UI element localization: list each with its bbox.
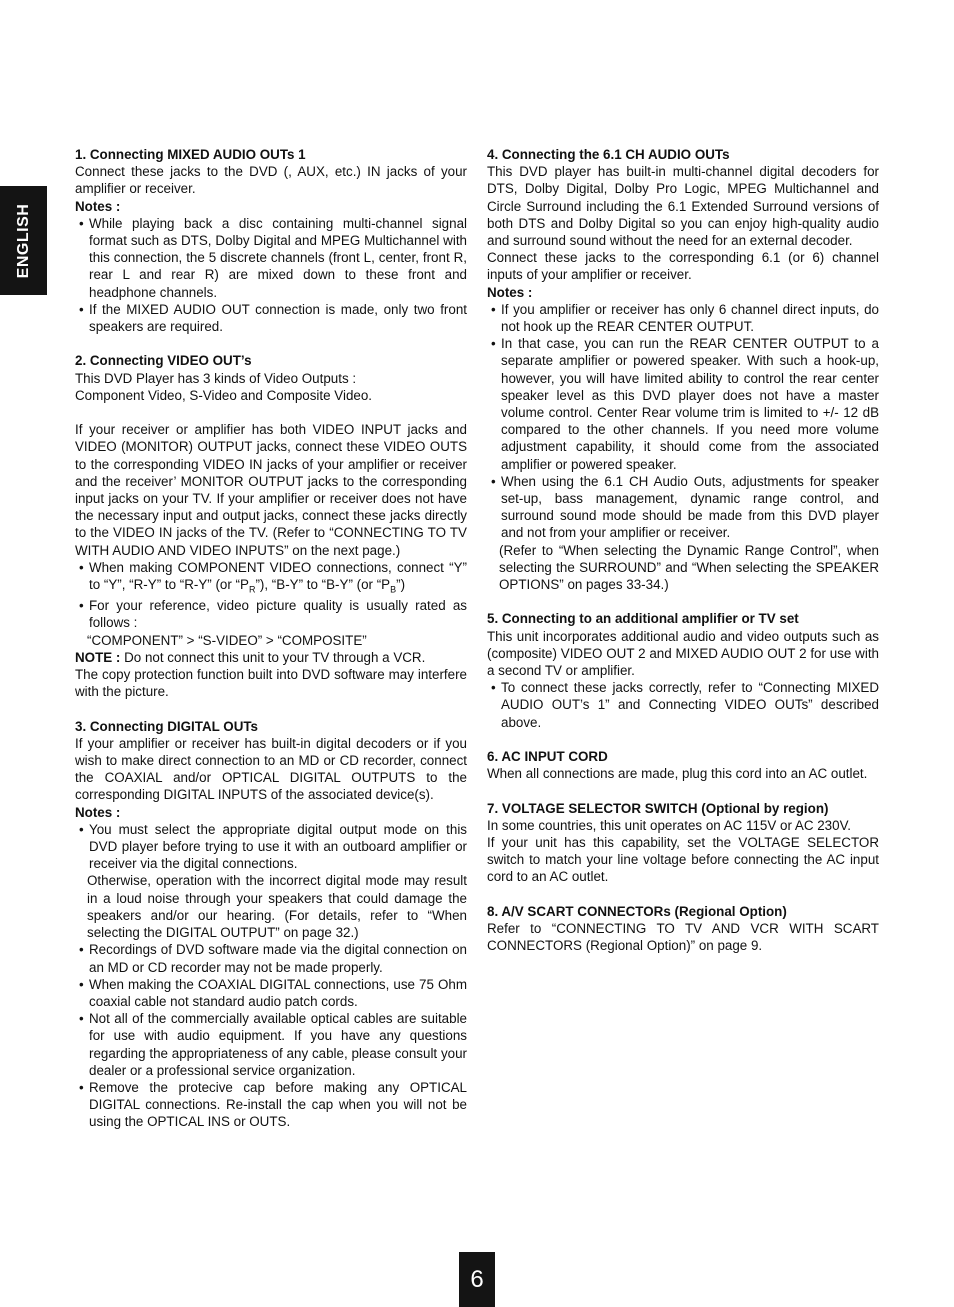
- section-heading: 1. Connecting MIXED AUDIO OUTs 1: [75, 147, 306, 162]
- section-video-out: [75, 352, 467, 700]
- section-heading: 5. Connecting to an additional amplifier or TV set: [487, 611, 799, 627]
- right-column: [487, 146, 879, 972]
- section-body: Connect these jacks to the DVD (, AUX, etc.) IN jacks of your amplifier or receiver.: [75, 164, 467, 197]
- section-heading: 4. Connecting the 6.1 CH AUDIO OUTs: [487, 147, 730, 162]
- section-digital-out: [75, 718, 467, 1131]
- section-heading: 2. Connecting VIDEO OUT’s: [75, 353, 252, 369]
- note-item: • In that case, you can run the REAR CENTER OUTPUT to a separate amplifier or powered speaker. With such a hook-up, however, you will have limited ability to control the rear center speaker level as this DVD player does not have a master volume control. Center Rear volume trim is limited to +/- 12 dB compared to the other channels. If you need more volume adjustment capability, it should come from the associated amplifier or powered speaker.: [487, 335, 879, 473]
- language-tab: [0, 186, 47, 295]
- note-item: • You must select the appropriate digital output mode on this DVD player before trying to use it with an outboard amplifier or receiver via the digital connections.: [75, 821, 467, 873]
- notes-list: [75, 821, 467, 873]
- section-voltage-selector: [487, 800, 879, 886]
- note-item: • If you amplifier or receiver has only 6 channel direct inputs, do not hook up the REAR CENTER OUTPUT.: [487, 301, 879, 335]
- note-item: • When making the COAXIAL DIGITAL connections, use 75 Ohm coaxial cable not standard audio patch cords.: [75, 976, 467, 1010]
- notes-label: Notes :: [487, 284, 533, 300]
- section-scart: [487, 903, 879, 955]
- note-item-component: • When making COMPONENT VIDEO connections, connect “Y” to “Y”, “R-Y” to “R-Y” (or “$P_R$”), “B-Y” to “B-Y” (or “$P_B$”): [75, 559, 467, 593]
- notes-list: [75, 941, 467, 1130]
- note-item: • Remove the protecive cap before making any OPTICAL DIGITAL connections. Re-install the cap when you will not be using the OPTICAL INS or OUTS.: [75, 1079, 467, 1131]
- section-additional-amp: [487, 610, 879, 730]
- notes-list: [75, 215, 467, 335]
- section-body: This unit incorporates additional audio and video outputs such as (composite) VIDEO OUT 2 and MIXED AUDIO OUT 2 for use with a second TV or amplifier.: [487, 628, 879, 679]
- note-paragraph: The copy protection function built into DVD software may interfere with the picture.: [75, 667, 467, 700]
- section-body: Connect these jacks to the corresponding 6.1 (or 6) channel inputs of your amplifier or receiver.: [487, 250, 879, 283]
- note-item: • When using the 6.1 CH Audio Outs, adjustments for speaker set-up, bass management, dynamic range control, and surround sound mode should be made from this DVD player and not from your amplifier or receiver.: [487, 473, 879, 542]
- note-item: • To connect these jacks correctly, refer to “Connecting MIXED AUDIO OUT’s 1” and Connecting VIDEO OUTs” described above.: [487, 679, 879, 731]
- section-heading: 6. AC INPUT CORD: [487, 749, 608, 765]
- notes-list: [487, 301, 879, 542]
- section-mixed-audio: [75, 146, 467, 335]
- note-line: NOTE : Do not connect this unit to your TV through a VCR.: [75, 649, 426, 665]
- notes-list: [487, 679, 879, 731]
- section-line: In some countries, this unit operates on AC 115V or AC 230V.: [487, 817, 851, 833]
- section-line: Component Video, S-Video and Composite Video.: [75, 387, 373, 403]
- section-heading: 8. A/V SCART CONNECTORs (Regional Option): [487, 903, 787, 919]
- reference-note: (Refer to “When selecting the Dynamic Range Control”, when selecting the SURROUND” and “When selecting the SPEAKER OPTIONS” on pages 33-34.): [499, 542, 879, 593]
- page-number: 6: [459, 1252, 495, 1307]
- note-item: • For your reference, video picture quality is usually rated as follows :: [75, 597, 467, 631]
- note-item: • If the MIXED AUDIO OUT connection is made, only two front speakers are required.: [75, 301, 467, 335]
- note-item: • While playing back a disc containing multi-channel signal format such as DTS, Dolby Digital and MPEG Multichannel with this connection, the 5 discrete channels (front L, center, front R, rear L and rear R) are mixed down to these front and headphone channels.: [75, 215, 467, 301]
- notes-label: Notes :: [75, 198, 121, 214]
- note-item: • Recordings of DVD software made via the digital connection on an MD or CD recorder may not be made properly.: [75, 941, 467, 975]
- note-item: • Not all of the commercially available optical cables are suitable for use with audio equipment. If you have any questions regarding the appropriateness of any cable, please consult your dealer or a professional service organization.: [75, 1010, 467, 1079]
- language-tab-label: ENGLISH: [14, 203, 32, 278]
- section-body: When all connections are made, plug this cord into an AC outlet.: [487, 766, 868, 782]
- section-line: This DVD Player has 3 kinds of Video Outputs :: [75, 370, 357, 386]
- section-body: If your unit has this capability, set the VOLTAGE SELECTOR switch to match your line voltage before connecting the AC input cord to an AC outlet.: [487, 835, 879, 885]
- section-body: If your amplifier or receiver has built-in digital decoders or if you wish to make direct connection to an MD or CD recorder, connect the COAXIAL and/or OPTICAL DIGITAL OUTPUTS to the corresponding DIGITAL INPUTS of the associated device(s).: [75, 735, 467, 803]
- section-body: This DVD player has built-in multi-channel digital decoders for DTS, Dolby Digital, Dolby Pro Logic, MPEG Multichannel and Circle Surround including the 6.1 Extended Surround versions of both DTS and Dolby Digital so you can enjoy high-quality audio and surround sound without the need for an external decoder.: [487, 164, 879, 249]
- section-ac-input: [487, 748, 879, 782]
- notes-label: Notes :: [75, 804, 121, 820]
- section-61ch-audio: [487, 146, 879, 593]
- section-heading: 3. Connecting DIGITAL OUTs: [75, 718, 259, 734]
- section-body: If your receiver or amplifier has both VIDEO INPUT jacks and VIDEO (MONITOR) OUTPUT jacks, connect these VIDEO OUTS to the corresponding VIDEO IN jacks of your amplifier or receiver and the receiver’ MONITOR OUTPUT jacks to the corresponding input jacks on your TV. If your amplifier or receiver does not have the necessary input and output jacks, connect these jacks directly to the VIDEO IN jacks of the TV. (Refer to “CONNECTING TO TV WITH AUDIO AND VIDEO INPUTS” on the next page.): [75, 422, 467, 558]
- section-heading: 7. VOLTAGE SELECTOR SWITCH (Optional by region): [487, 800, 829, 816]
- quality-ranking: “COMPONENT” > “S-VIDEO” > “COMPOSITE”: [87, 632, 367, 648]
- notes-list: [75, 559, 467, 632]
- note-continuation: Otherwise, operation with the incorrect digital mode may result in a loud noise through your speakers that could damage the speakers and/or our hearing. (For details, refer to “When selecting the DIGITAL OUTPUT” on page 32.): [87, 873, 467, 941]
- section-body: Refer to “CONNECTING TO TV AND VCR WITH SCART CONNECTORS (Regional Option)” on page 9.: [487, 921, 879, 954]
- left-column: [75, 146, 467, 1148]
